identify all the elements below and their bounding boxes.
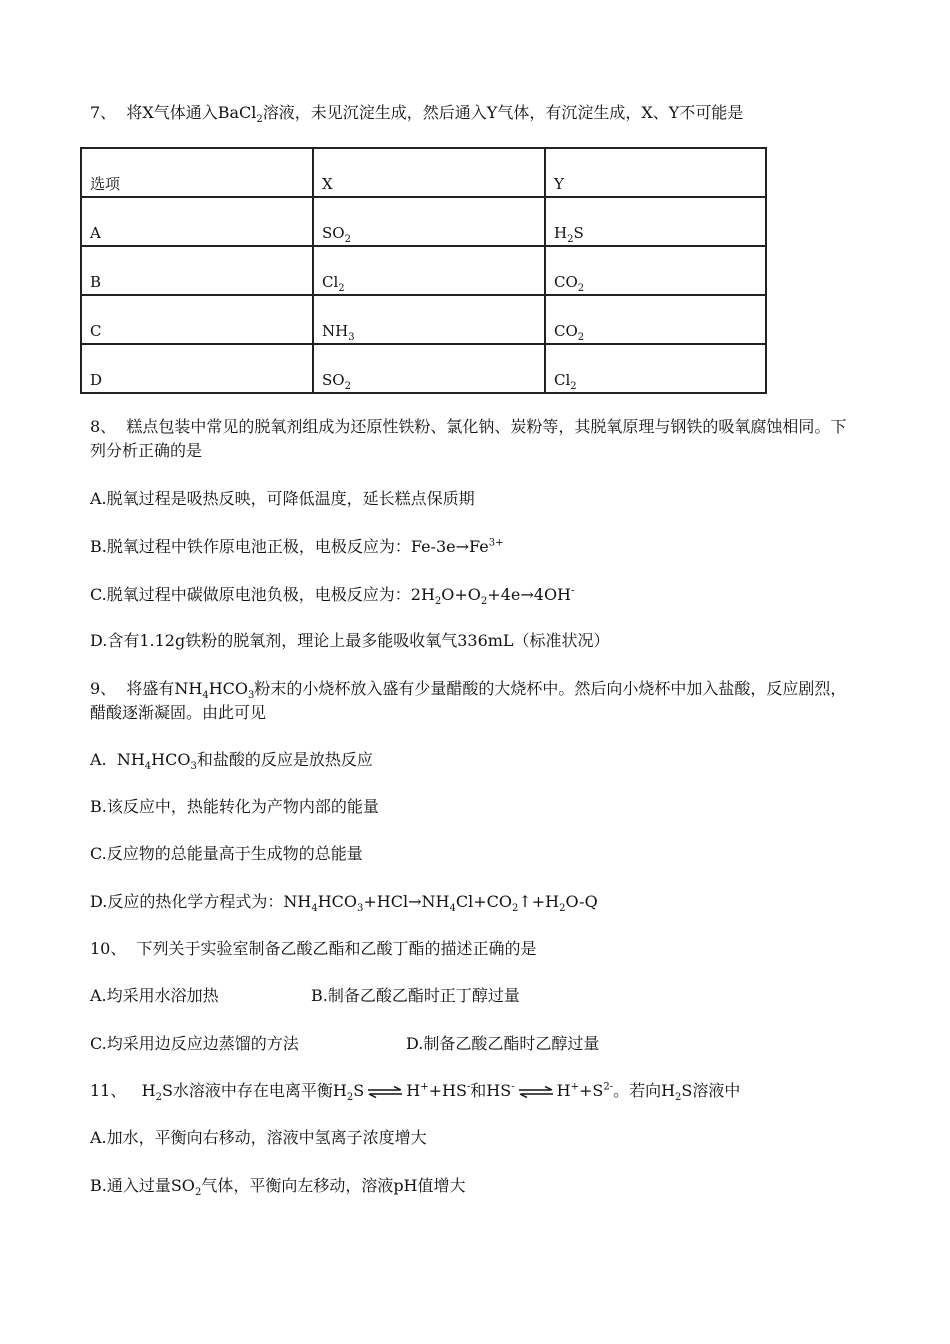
equilibrium-arrow-icon [366,1086,404,1098]
question-7-stem: 7、 将X气体通入BaCl$_2$溶液，未见沉淀生成，然后通入Y气体，有沉淀生成，X、Y不可能是 [90,103,744,126]
question-11-option-b: B.通入过量$SO_2$气体，平衡向左移动，溶液pH值增大 [90,1176,466,1199]
y-cell: $CO_2$ [545,295,766,344]
question-9-option-a: A. $NH_4HCO_3$和盐酸的反应是放热反应 [90,750,373,773]
table-row [81,344,766,393]
question-9-option-b: B.该反应中，热能转化为产物内部的能量 [90,797,379,816]
option-cell: C [81,295,313,344]
y-cell: $Cl_2$ [545,344,766,393]
question-9-stem: 9、 将盛有$NH_4HCO_3$粉末的小烧杯放入盛有少量醋酸的大烧杯中。然后向小烧杯中加入盐酸，反应剧烈，醋酸逐渐凝固。由此可见 [90,679,847,722]
option-cell: A [81,197,313,246]
question-8-option-d: D.含有1.12g铁粉的脱氧剂，理论上最多能吸收氧气336mL（标准状况） [90,631,610,650]
question-8-stem: 8、 糕点包装中常见的脱氧剂组成为还原性铁粉、氯化钠、炭粉等，其脱氧原理与钢铁的吸氧腐蚀相同。下列分析正确的是 [90,417,847,460]
y-cell: $H_2S$ [545,197,766,246]
question-11-option-a: A.加水，平衡向右移动，溶液中氢离子浓度增大 [90,1128,427,1147]
question-10-option-d: D.制备乙酸乙酯时乙醇过量 [406,1034,600,1053]
table-row [81,295,766,344]
question-8-option-a: A.脱氧过程是吸热反映，可降低温度，延长糕点保质期 [90,489,475,508]
table-row [81,246,766,295]
question-10-option-c: C.均采用边反应边蒸馏的方法 [90,1034,299,1053]
question-8-option-c: C.脱氧过程中碳做原电池负极，电极反应为：$2H_2O+O_2+4e\to 4OH^-$ [90,585,575,608]
question-10-option-b: B.制备乙酸乙酯时正丁醇过量 [311,986,520,1005]
x-cell: $Cl_2$ [313,246,545,295]
table-header-row [81,148,766,197]
question-8-option-b: B.脱氧过程中铁作原电池正极，电极反应为：$Fe-3e\to Fe^{3+}$ [90,537,504,556]
option-cell: B [81,246,313,295]
header-x: X [313,148,545,197]
header-option: 选项 [81,148,313,197]
x-cell: $SO_2$ [313,344,545,393]
question-7-options-table [80,147,767,394]
y-cell: $CO_2$ [545,246,766,295]
question-11-stem: 11、 $H_2S$水溶液中存在电离平衡$H_2S$ H++HS-和HS- $H^++S^{2-}$。若向$H_2S$溶液中 [90,1081,741,1104]
header-y: Y [545,148,766,197]
question-10-option-a: A.均采用水浴加热 [90,986,219,1005]
x-cell: $SO_2$ [313,197,545,246]
question-9-option-d: D.反应的热化学方程式为：$NH_4HCO_3+HCl\to NH_4Cl+CO_2↑+H_2O-Q$ [90,892,598,915]
option-cell: D [81,344,313,393]
table-row [81,197,766,246]
x-cell: $NH_3$ [313,295,545,344]
question-10-stem: 10、 下列关于实验室制备乙酸乙酯和乙酸丁酯的描述正确的是 [90,939,537,958]
equilibrium-arrow-icon [517,1086,555,1098]
question-9-option-c: C.反应物的总能量高于生成物的总能量 [90,844,363,863]
